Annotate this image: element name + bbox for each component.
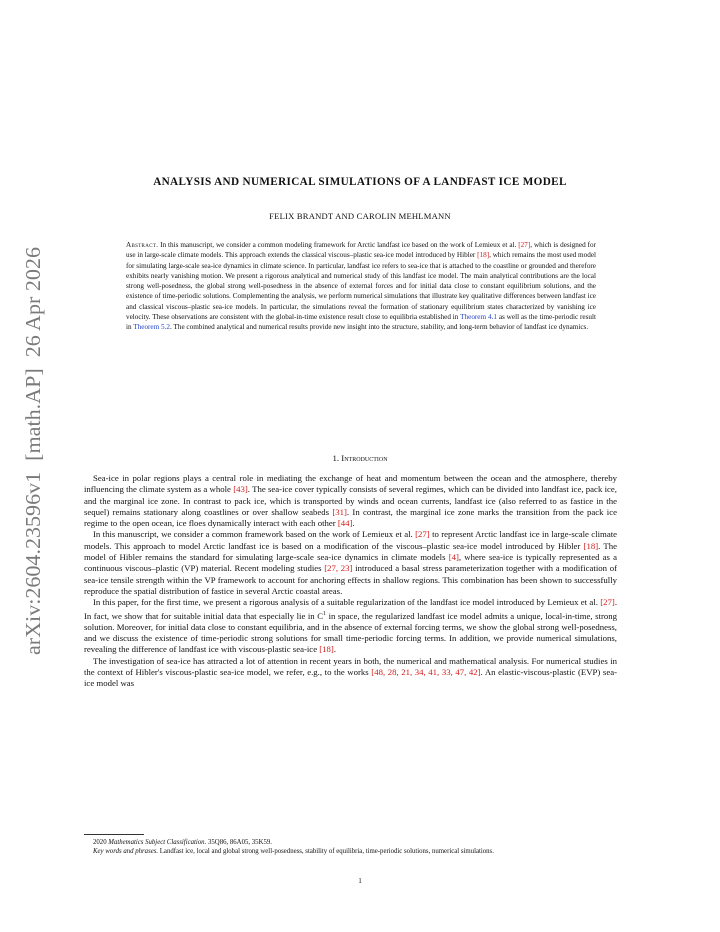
citation-link[interactable]: [18] bbox=[477, 251, 490, 260]
introduction-body bbox=[84, 473, 617, 690]
section-title: Introduction bbox=[341, 453, 388, 463]
citation-link[interactable]: [27] bbox=[415, 529, 430, 540]
paper-title: ANALYSIS AND NUMERICAL SIMULATIONS OF A LANDFAST ICE MODEL bbox=[153, 176, 567, 188]
superscript: 1 bbox=[323, 610, 327, 617]
citation-link[interactable]: [18] bbox=[583, 540, 599, 551]
citation-link[interactable]: [18] bbox=[319, 644, 334, 655]
abstract: Abstract. In this manuscript, we consider a common modeling framework for Arctic landfast ice based on the work of Lemieux et al. [27], which is designed for use in large-scale climate models. This approach extends the classical viscous–plastic sea-ice model introduced by Hibler [18], which remains the most used model for simulating large-scale sea-ice dynamics in climate science. In particular, landfast ice refers to sea-ice that is attached to the coastline or grounded and therefore exhibits nearly vanishing motion. We present a rigorous analytical and numerical study of this landfast ice model. The main analytical contributions are the local strong well-posedness, the global strong well-posedness in the absence of external forces and for initial data close to constant equilibrium solutions, and the existence of time-periodic solutions. Complementing the analysis, we perform numerical simulations that illustrate key qualitative differences between landfast ice and classical viscous–plastic sea-ice models. In particular, the simulations reveal the formation of stationary equilibrium states characterized by vanishing ice velocity. These observations are consistent with the global-in-time existence result close to equilibria established in Theorem 4.1 as well as the time-periodic result in Theorem 5.2. The combined analytical and numerical results provide new insight into the structure, stability, and long-term behavior of landfast ice dynamics. bbox=[126, 241, 597, 331]
paragraph: Sea-ice in polar regions plays a central role in mediating the exchange of heat and momentum between the ocean and the atmosphere, thereby influencing the climate system as a whole [43]. The sea-ice cover typically consists of several regimes, which can be divided into landfast ice, pack ice, and the marginal ice zone. In contrast to pack ice, which is transported by winds and ocean currents, landfast ice (also referred to as fastice in the sequel) remains stationary along coastlines or over shallow seabeds [31]. In contrast, the marginal ice zone marks the transition from the pack ice regime to the open ocean, ice floes dynamically interact with each other [44]. bbox=[84, 473, 618, 529]
paragraph: The investigation of sea-ice has attracted a lot of attention in recent years in both, the numerical and mathematical analysis. For numerical studies in the context of Hibler's viscous-plastic sea-ice model, we refer, e.g., to the works [48, 28, 21, 34, 41, 33, 47, 42]. An elastic-viscous-plastic (EVP) sea-ice model was bbox=[84, 655, 618, 689]
theorem-link[interactable]: Theorem 5.2 bbox=[133, 323, 170, 331]
theorem-link[interactable]: Theorem 4.1 bbox=[460, 312, 497, 321]
paper-authors: FELIX BRANDT AND CAROLIN MEHLMANN bbox=[269, 211, 451, 221]
paragraph: In this manuscript, we consider a common framework based on the work of Lemieux et al. [27] to represent Arctic landfast ice in large-scale climate models. This approach to model Arctic landfast ice is based on a modification of the viscous–plastic sea-ice model introduced by Hibler [18]. The model of Hibler remains the standard for simulating large-scale sea-ice dynamics in climate models [4], where sea-ice is typically represented as a continuous viscous–plastic (VP) material. Recent modeling studies [27, 23] introduced a basal stress parameterization together with a modification of sea-ice tensile strength within the VP framework to account for anchoring effects in shallow regions. This combination has been shown to successfully reproduce the spatial distribution of fastice in several Arctic coastal areas. bbox=[84, 529, 618, 596]
footnote-keywords: Key words and phrases. Landfast ice, local and global strong well-posedness, stability of equilibria, time-periodic solutions, numerical simulations. bbox=[93, 848, 494, 856]
citation-link[interactable]: [48, 28, 21, 34, 41, 33, 47, 42] bbox=[371, 666, 481, 677]
footnote-divider bbox=[84, 834, 144, 835]
section-heading bbox=[84, 453, 636, 463]
footnotes bbox=[84, 838, 618, 856]
citation-link[interactable]: [27, 23] bbox=[324, 563, 353, 574]
footnote-msc: 2020 Mathematics Subject Classification. 35Q86, 86A05, 35K59. bbox=[93, 839, 272, 846]
citation-link[interactable]: [43] bbox=[233, 484, 248, 495]
arxiv-identifier-stamp bbox=[12, 246, 52, 656]
arxiv-identifier-text: arXiv:2604.23596v1 [math.AP] 26 Apr 2026 bbox=[21, 266, 45, 655]
citation-link[interactable]: [27] bbox=[518, 241, 531, 249]
citation-link[interactable]: [27] bbox=[600, 597, 615, 608]
citation-link[interactable]: [31] bbox=[332, 506, 347, 517]
abstract-label: Abstract. bbox=[126, 241, 159, 249]
page-number: 1 bbox=[358, 877, 362, 885]
citation-link[interactable]: [4] bbox=[448, 552, 459, 563]
citation-link[interactable]: [44] bbox=[337, 518, 353, 529]
section-number: 1. bbox=[332, 453, 340, 463]
paragraph: In this paper, for the first time, we present a rigorous analysis of a suitable regularization of the landfast ice model introduced by Lemieux et al. [27]. In fact, we show that for suitable initial data that especially lie in $C^1$ in space, the regularized landfast ice model admits a unique, local-in-time, strong solution. Moreover, for initial data close to constant equilibria, and in the absence of external forcing terms, we show the global strong well-posedness, and we discuss the existence of time-periodic strong solutions for small time-periodic forcing terms. In addition, we provide numerical simulations, revealing the difference of landfast ice with viscous-plastic sea-ice [18]. bbox=[84, 597, 617, 655]
